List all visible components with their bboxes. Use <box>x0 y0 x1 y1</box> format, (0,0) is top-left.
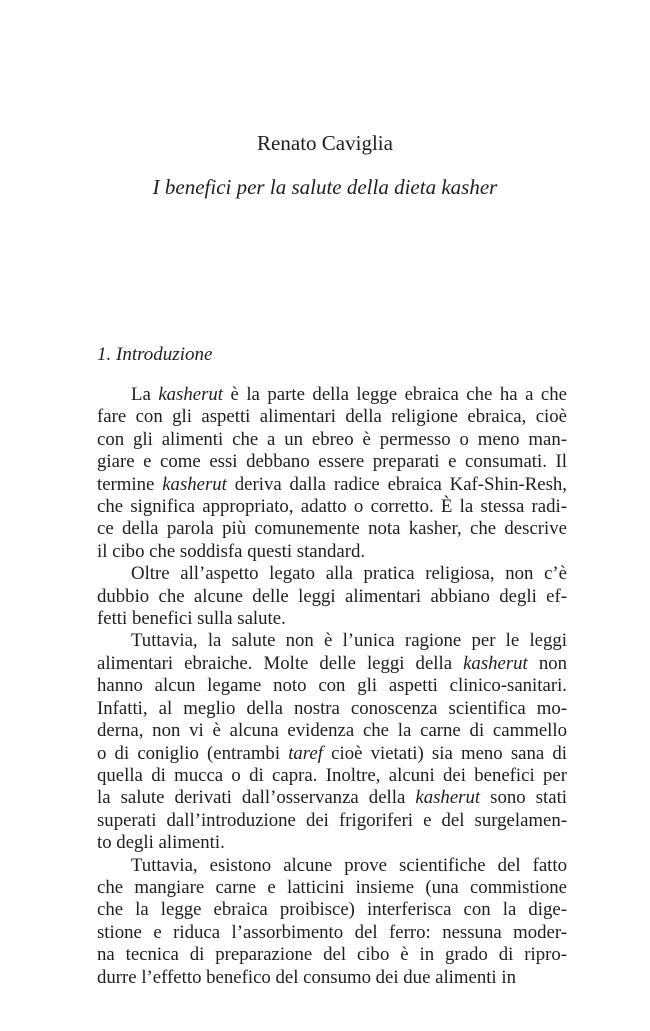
paragraph <box>97 630 567 854</box>
text-run: deriva dalla radice ebraica Kaf-Shin-Resh, <box>226 473 568 495</box>
italic-term: kasherut <box>463 652 528 674</box>
text-line <box>97 720 567 742</box>
text-line <box>97 944 567 966</box>
text-line <box>97 586 567 608</box>
body-text <box>97 384 567 989</box>
text-run: hanno alcun legame noto con gli aspetti clinico-sanitari. <box>97 675 567 697</box>
text-run: non <box>527 652 567 674</box>
text-run: Infatti, al meglio della nostra conoscenza scientifica mo- <box>97 697 567 719</box>
text-run: con gli alimenti che a un ebreo è permesso o meno man- <box>97 428 567 450</box>
text-run: Tuttavia, esistono alcune prove scientifiche del fatto <box>131 854 567 876</box>
italic-term: kasherut <box>415 787 481 809</box>
text-run: cioè vietati) sia meno sana di <box>322 742 567 764</box>
text-line <box>97 698 567 720</box>
text-run: to degli alimenti. <box>97 832 225 854</box>
text-line <box>97 563 567 585</box>
text-line <box>97 653 567 675</box>
text-line <box>97 877 567 899</box>
text-line <box>97 832 567 854</box>
text-run: giare e come essi debbano essere preparati e consumati. Il <box>97 451 567 473</box>
text-line <box>97 384 567 406</box>
text-line <box>97 474 567 496</box>
text-line <box>97 518 567 540</box>
text-line <box>97 922 567 944</box>
text-line <box>97 675 567 697</box>
text-run: che la legge ebraica proibisce) interferisca con la dige- <box>97 899 567 921</box>
text-run: la salute derivati dall’osservanza della <box>97 787 416 809</box>
section-heading: 1. Introduzione <box>97 344 213 365</box>
italic-term: kasherut <box>162 473 227 495</box>
text-line <box>97 406 567 428</box>
text-line <box>97 787 567 809</box>
text-run: che significa appropriato, adatto o corretto. È la stessa radi- <box>97 496 567 518</box>
text-run: Oltre all’aspetto legato alla pratica religiosa, non c’è <box>131 563 567 585</box>
paragraph <box>97 563 567 630</box>
text-line <box>97 899 567 921</box>
text-run: è la parte della legge ebraica che ha a che <box>223 384 567 405</box>
text-line <box>97 541 567 563</box>
text-line <box>97 743 567 765</box>
text-run: o di coniglio (entrambi <box>97 742 289 764</box>
text-run: fare con gli aspetti alimentari della religione ebraica, cioè <box>97 406 567 428</box>
text-line <box>97 765 567 787</box>
chapter-title: I benefici per la salute della dieta kasher <box>152 175 498 199</box>
text-run: quella di mucca o di capra. Inoltre, alcuni dei benefici per <box>97 764 567 786</box>
text-run: il cibo che soddisfa questi standard. <box>97 540 366 562</box>
text-line <box>97 496 567 518</box>
text-run: che mangiare carne e latticini insieme (una commistione <box>97 876 567 898</box>
text-run: derna, non vi è alcuna evidenza che la carne di cammello <box>97 720 567 742</box>
text-run: stione e riduca l’assorbimento del ferro: nessuna moder- <box>97 921 567 943</box>
text-line <box>97 630 567 652</box>
text-run: Tuttavia, la salute non è l’unica ragione per le leggi <box>131 630 567 652</box>
text-line <box>97 429 567 451</box>
text-run: fetti benefici sulla salute. <box>97 608 286 630</box>
text-run: na tecnica di preparazione del cibo è in grado di ripro- <box>97 944 567 966</box>
text-run: durre l’effetto benefico del consumo dei due alimenti in <box>97 966 516 988</box>
text-line <box>97 967 567 989</box>
text-run: ce della parola più comunemente nota kasher, che descrive <box>97 518 567 540</box>
paragraph <box>97 384 567 563</box>
text-run: termine <box>97 473 163 495</box>
text-line <box>97 451 567 473</box>
text-run: alimentari ebraiche. Molte delle leggi della <box>97 652 464 674</box>
italic-term: taref <box>288 742 323 764</box>
text-line <box>97 810 567 832</box>
paragraph <box>97 855 567 989</box>
text-run: superati dall’introduzione dei frigoriferi e del surgelamen- <box>97 809 567 831</box>
text-run: dubbio che alcune delle leggi alimentari abbiano degli ef- <box>97 585 567 607</box>
text-line <box>97 608 567 630</box>
text-run: La <box>131 384 159 405</box>
author-name: Renato Caviglia <box>257 131 393 155</box>
text-run: sono stati <box>480 787 567 809</box>
text-line <box>97 855 567 877</box>
italic-term: kasherut <box>158 384 223 405</box>
